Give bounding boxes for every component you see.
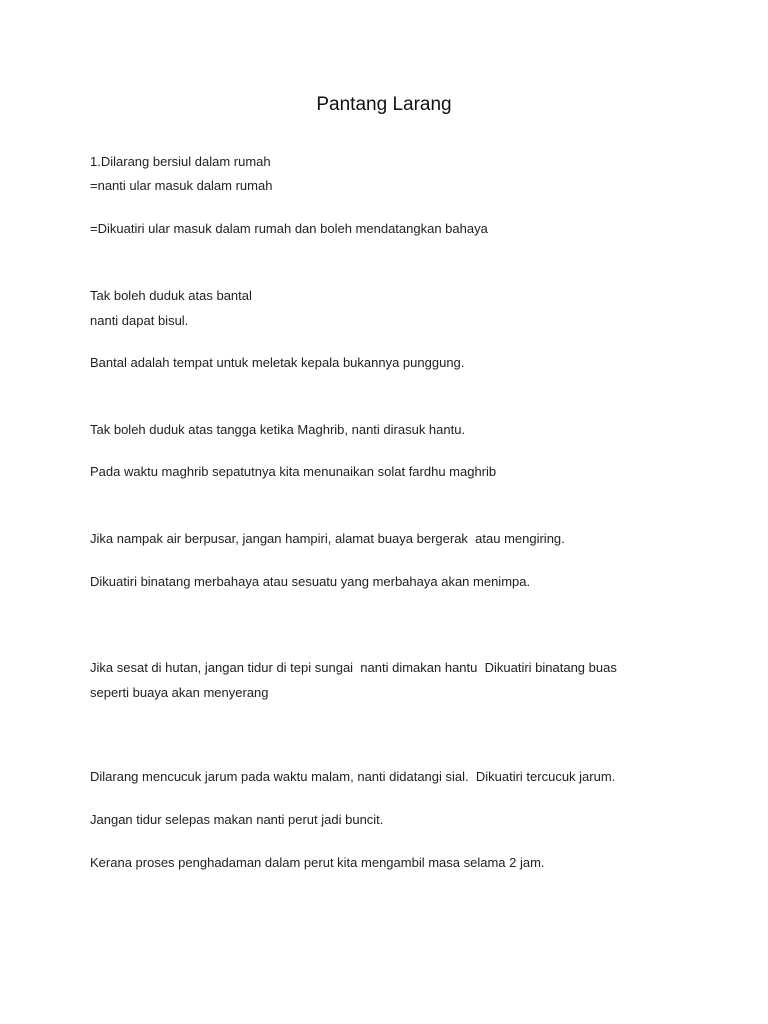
text-line: Jika nampak air berpusar, jangan hampiri, alamat buaya bergerak atau mengiring. [90, 531, 565, 546]
text-line: Tak boleh duduk atas bantal [90, 288, 252, 303]
text-line: Kerana proses penghadaman dalam perut kita mengambil masa selama 2 jam. [90, 855, 545, 870]
text-line: Pada waktu maghrib sepatutnya kita menunaikan solat fardhu maghrib [90, 464, 497, 479]
page-title: Pantang Larang [316, 94, 452, 115]
text-line: Dilarang mencucuk jarum pada waktu malam, nanti didatangi sial. Dikuatiri tercucuk jarum. [90, 769, 616, 784]
text-line: Tak boleh duduk atas tangga ketika Maghrib, nanti dirasuk hantu. [90, 422, 466, 437]
text-line: nanti dapat bisul. [90, 313, 189, 328]
text-line: Dikuatiri binatang merbahaya atau sesuatu yang merbahaya akan menimpa. [90, 574, 531, 589]
text-line: Bantal adalah tempat untuk meletak kepala bukannya punggung. [90, 355, 465, 370]
text-line: seperti buaya akan menyerang [90, 685, 269, 700]
text-line: Jika sesat di hutan, jangan tidur di tepi sungai nanti dimakan hantu Dikuatiri binatang buas [90, 660, 617, 675]
text-line: Jangan tidur selepas makan nanti perut jadi buncit. [90, 812, 384, 827]
text-line: =Dikuatiri ular masuk dalam rumah dan boleh mendatangkan bahaya [90, 221, 488, 236]
text-line: 1.Dilarang bersiul dalam rumah [90, 154, 271, 169]
text-line: =nanti ular masuk dalam rumah [90, 178, 273, 193]
